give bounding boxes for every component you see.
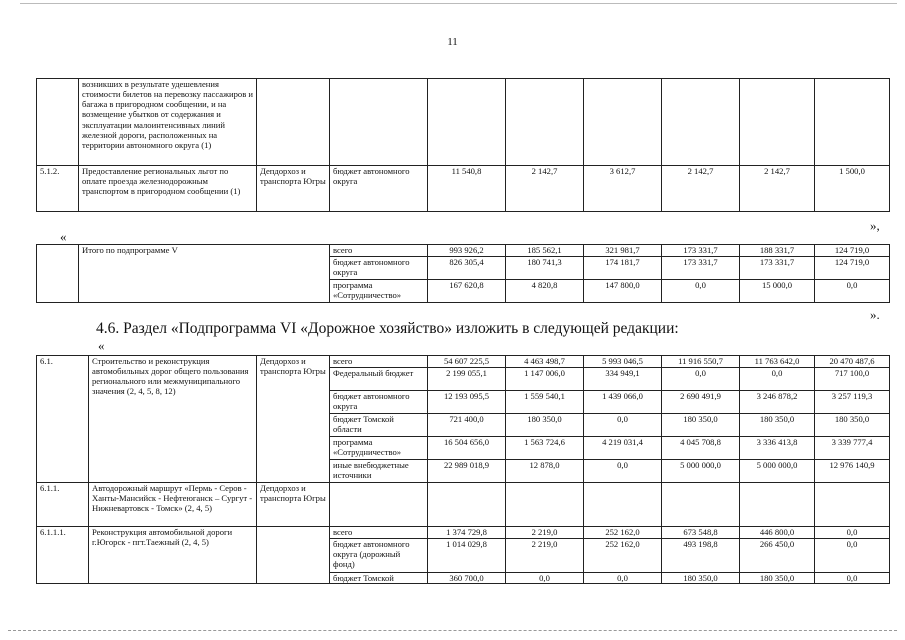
value-year-3: 173 331,7 <box>662 257 740 280</box>
value-year-2: 252 162,0 <box>584 539 662 573</box>
value-year-3: 0,0 <box>662 368 740 391</box>
value-year-1: 180 741,3 <box>506 257 584 280</box>
value-year-3: 673 548,8 <box>662 527 740 539</box>
value-total: 22 989 018,9 <box>428 460 506 483</box>
value-year-2: 4 219 031,4 <box>584 437 662 460</box>
value-year-1: 2 142,7 <box>506 166 584 212</box>
value-year-4: 3 336 413,8 <box>740 437 815 460</box>
funding-source: всего <box>330 245 428 257</box>
value-total: 1 374 729,8 <box>428 527 506 539</box>
funding-source: всего <box>330 527 428 539</box>
measure-name: Строительство и реконструкция автомобильных дорог общего пользования регионального или межмуниципального значения (2, 4, 5, 8, 12) <box>89 356 257 483</box>
value-year-2: 174 181,7 <box>584 257 662 280</box>
value-total: 360 700,0 <box>428 573 506 584</box>
value-total: 2 199 055,1 <box>428 368 506 391</box>
section-heading: 4.6. Раздел «Подпрограмма VI «Дорожное хозяйство» изложить в следующей редакции: <box>96 320 679 337</box>
funding-source: программа «Сотрудничество» <box>330 280 428 303</box>
value-year-1: 180 350,0 <box>506 414 584 437</box>
executor: Депдорхоз и транспорта Югры <box>257 483 330 527</box>
funding-source: программа «Сотрудничество» <box>330 437 428 460</box>
value-year-4: 266 450,0 <box>740 539 815 573</box>
funding-source: всего <box>330 356 428 368</box>
funding-source: бюджет автономного округа <box>330 257 428 280</box>
value-year-2: 334 949,1 <box>584 368 662 391</box>
value-total: 167 620,8 <box>428 280 506 303</box>
value-year-1: 4 463 498,7 <box>506 356 584 368</box>
value-year-5: 717 100,0 <box>815 368 890 391</box>
value-year-4: 2 142,7 <box>740 166 815 212</box>
funding-source: бюджет автономного округа <box>330 166 428 212</box>
value-year-2 <box>584 79 662 166</box>
value-year-4: 15 000,0 <box>740 280 815 303</box>
value-year-2: 5 993 046,5 <box>584 356 662 368</box>
value-year-3: 4 045 708,8 <box>662 437 740 460</box>
value-year-3 <box>662 483 740 527</box>
value-year-1: 1 563 724,6 <box>506 437 584 460</box>
value-year-5: 3 339 777,4 <box>815 437 890 460</box>
value-year-1 <box>506 483 584 527</box>
funding-source: бюджет автономного округа (дорожный фонд) <box>330 539 428 573</box>
opening-quote: « <box>60 229 67 244</box>
blank-index-cell <box>37 245 79 303</box>
value-year-5: 180 350,0 <box>815 414 890 437</box>
value-year-5: 124 719,0 <box>815 245 890 257</box>
value-total: 993 926,2 <box>428 245 506 257</box>
value-year-1: 185 562,1 <box>506 245 584 257</box>
row-index: 5.1.2. <box>37 166 79 212</box>
value-year-5: 20 470 487,6 <box>815 356 890 368</box>
value-year-4 <box>740 483 815 527</box>
subprogram-vi-table <box>36 355 890 584</box>
funding-source: иные внебюджетные источники <box>330 460 428 483</box>
page-number: 11 <box>447 36 458 48</box>
opening-quote: « <box>98 338 105 353</box>
value-year-5: 124 719,0 <box>815 257 890 280</box>
value-year-4: 446 800,0 <box>740 527 815 539</box>
executor: Депдорхоз и транспорта Югры <box>257 166 330 212</box>
value-total: 826 305,4 <box>428 257 506 280</box>
value-total: 54 607 225,5 <box>428 356 506 368</box>
value-year-5: 0,0 <box>815 539 890 573</box>
value-year-4 <box>740 79 815 166</box>
value-year-4: 188 331,7 <box>740 245 815 257</box>
value-year-5: 0,0 <box>815 527 890 539</box>
funding-source <box>330 79 428 166</box>
value-year-2: 252 162,0 <box>584 527 662 539</box>
value-year-3: 180 350,0 <box>662 414 740 437</box>
value-year-3: 2 690 491,9 <box>662 391 740 414</box>
value-year-1: 1 559 540,1 <box>506 391 584 414</box>
value-year-1: 1 147 006,0 <box>506 368 584 391</box>
closing-quote-comma: », <box>870 218 880 233</box>
value-year-4: 180 350,0 <box>740 414 815 437</box>
value-year-4: 5 000 000,0 <box>740 460 815 483</box>
measure-name: возникших в результате удешевления стоимости билетов на перевозку пассажиров и багажа в пригородном сообщении, и на возмещение убытков от содержания и эксплуатации малоинтенсивных линий железной дороги, расположенных на территории автономного округа (1) <box>79 79 257 166</box>
row-index <box>37 79 79 166</box>
value-year-1: 0,0 <box>506 573 584 584</box>
value-year-3: 180 350,0 <box>662 573 740 584</box>
value-total: 721 400,0 <box>428 414 506 437</box>
row-index: 6.1.1. <box>37 483 89 527</box>
value-year-1: 12 878,0 <box>506 460 584 483</box>
value-total <box>428 79 506 166</box>
value-year-3: 493 198,8 <box>662 539 740 573</box>
value-year-1: 2 219,0 <box>506 527 584 539</box>
value-year-2: 321 981,7 <box>584 245 662 257</box>
executor <box>257 527 330 584</box>
value-year-2 <box>584 483 662 527</box>
value-year-5: 3 257 119,3 <box>815 391 890 414</box>
value-year-4: 180 350,0 <box>740 573 815 584</box>
value-total: 11 540,8 <box>428 166 506 212</box>
value-year-3: 5 000 000,0 <box>662 460 740 483</box>
measure-name: Автодорожный маршрут «Пермь - Серов - Ханты-Мансийск - Нефтеюганск – Сургут - Нижневартовск - Томск» (2, 4, 5) <box>89 483 257 527</box>
value-year-1 <box>506 79 584 166</box>
value-total <box>428 483 506 527</box>
closing-quote: ». <box>870 307 880 322</box>
subprogram-v-table <box>36 78 890 212</box>
value-year-2: 147 800,0 <box>584 280 662 303</box>
total-label: Итого по подпрограмме V <box>79 245 330 303</box>
value-year-4: 11 763 642,0 <box>740 356 815 368</box>
row-index: 6.1. <box>37 356 89 483</box>
funding-source: бюджет Томской области <box>330 414 428 437</box>
value-total: 12 193 095,5 <box>428 391 506 414</box>
funding-source <box>330 483 428 527</box>
top-scan-edge <box>20 3 897 4</box>
value-year-3: 0,0 <box>662 280 740 303</box>
value-year-5 <box>815 79 890 166</box>
value-year-3: 2 142,7 <box>662 166 740 212</box>
value-year-1: 2 219,0 <box>506 539 584 573</box>
value-year-5: 0,0 <box>815 573 890 584</box>
measure-name: Предоставление региональных льгот по оплате проезда железнодорожным транспортом в пригородном сообщении (1) <box>79 166 257 212</box>
funding-source: бюджет автономного округа <box>330 391 428 414</box>
value-year-5: 12 976 140,9 <box>815 460 890 483</box>
value-year-5 <box>815 483 890 527</box>
subprogram-v-total-table <box>36 244 890 303</box>
executor: Депдорхоз и транспорта Югры <box>257 356 330 483</box>
value-year-2: 3 612,7 <box>584 166 662 212</box>
value-total: 1 014 029,8 <box>428 539 506 573</box>
value-year-2: 1 439 066,0 <box>584 391 662 414</box>
bottom-scan-edge <box>8 630 897 631</box>
value-year-2: 0,0 <box>584 573 662 584</box>
value-year-3: 173 331,7 <box>662 245 740 257</box>
row-index: 6.1.1.1. <box>37 527 89 584</box>
value-year-5: 1 500,0 <box>815 166 890 212</box>
value-year-5: 0,0 <box>815 280 890 303</box>
value-year-1: 4 820,8 <box>506 280 584 303</box>
executor <box>257 79 330 166</box>
value-year-2: 0,0 <box>584 460 662 483</box>
funding-source: Федеральный бюджет <box>330 368 428 391</box>
value-year-3: 11 916 550,7 <box>662 356 740 368</box>
measure-name: Реконструкция автомобильной дороги г.Югорск - пгт.Таежный (2, 4, 5) <box>89 527 257 584</box>
value-year-4: 173 331,7 <box>740 257 815 280</box>
value-year-4: 3 246 878,2 <box>740 391 815 414</box>
value-year-2: 0,0 <box>584 414 662 437</box>
funding-source: бюджет Томской <box>330 573 428 584</box>
value-total: 16 504 656,0 <box>428 437 506 460</box>
value-year-3 <box>662 79 740 166</box>
value-year-4: 0,0 <box>740 368 815 391</box>
